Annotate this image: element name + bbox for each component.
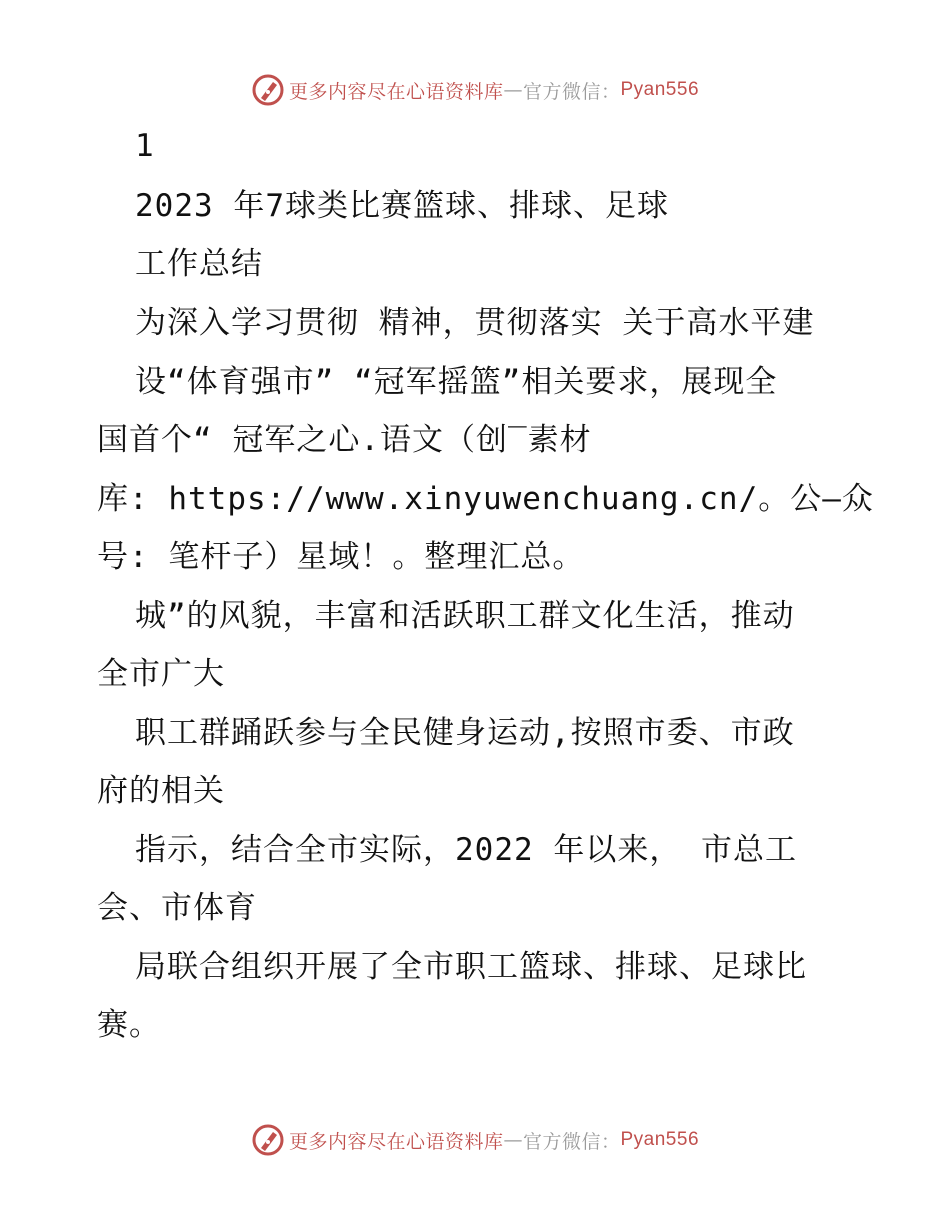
- paragraph-line: 城”的风貌，丰富和活跃职工群文化生活，推动: [135, 598, 795, 634]
- paragraph-line: 职工群踊跃参与全民健身运动,按照市委、市政: [135, 715, 795, 751]
- paragraph-line: 库: https://www.xinyuwenchuang.cn/。公—众: [97, 481, 874, 517]
- watermark-separator: —: [503, 79, 523, 101]
- watermark-wechat-id: Pyan556: [620, 1129, 700, 1150]
- watermark-separator: —: [503, 1129, 523, 1151]
- watermark-main-text: 更多内容尽在心语资料库: [288, 1130, 504, 1153]
- footer-watermark: [0, 1120, 950, 1160]
- paragraph-line: 局联合组织开展了全市职工篮球、排球、足球比: [135, 949, 807, 985]
- header-watermark: [0, 70, 950, 110]
- pen-nib-circle-icon: [251, 1123, 285, 1157]
- paragraph-line: 号: 笔杆子）星域！。整理汇总。: [97, 539, 585, 575]
- document-title: 2023 年7球类比赛篮球、排球、足球: [135, 188, 669, 224]
- paragraph-line: 为深入学习贯彻 精神，贯彻落实 关于高水平建: [135, 305, 815, 341]
- pen-nib-circle-icon: [251, 73, 285, 107]
- document-subtitle: 工作总结: [135, 246, 263, 282]
- watermark-main-text: 更多内容尽在心语资料库: [288, 80, 504, 103]
- paragraph-line: 全市广大: [97, 656, 225, 692]
- watermark-label: 官方微信：: [522, 1130, 621, 1153]
- watermark-wechat-id: Pyan556: [620, 79, 700, 100]
- paragraph-line: 国首个“ 冠军之心.语文（创‾素材: [97, 422, 592, 458]
- page-number: 1: [135, 128, 155, 164]
- paragraph-line: 赛。: [97, 1007, 161, 1043]
- paragraph-line: 设“体育强市” “冠军摇篮”相关要求，展现全: [135, 364, 778, 400]
- paragraph-line: 府的相关: [97, 773, 225, 809]
- watermark-label: 官方微信：: [522, 80, 621, 103]
- paragraph-line: 指示，结合全市实际，2022 年以来， 市总工: [135, 832, 797, 868]
- paragraph-line: 会、市体育: [97, 890, 257, 926]
